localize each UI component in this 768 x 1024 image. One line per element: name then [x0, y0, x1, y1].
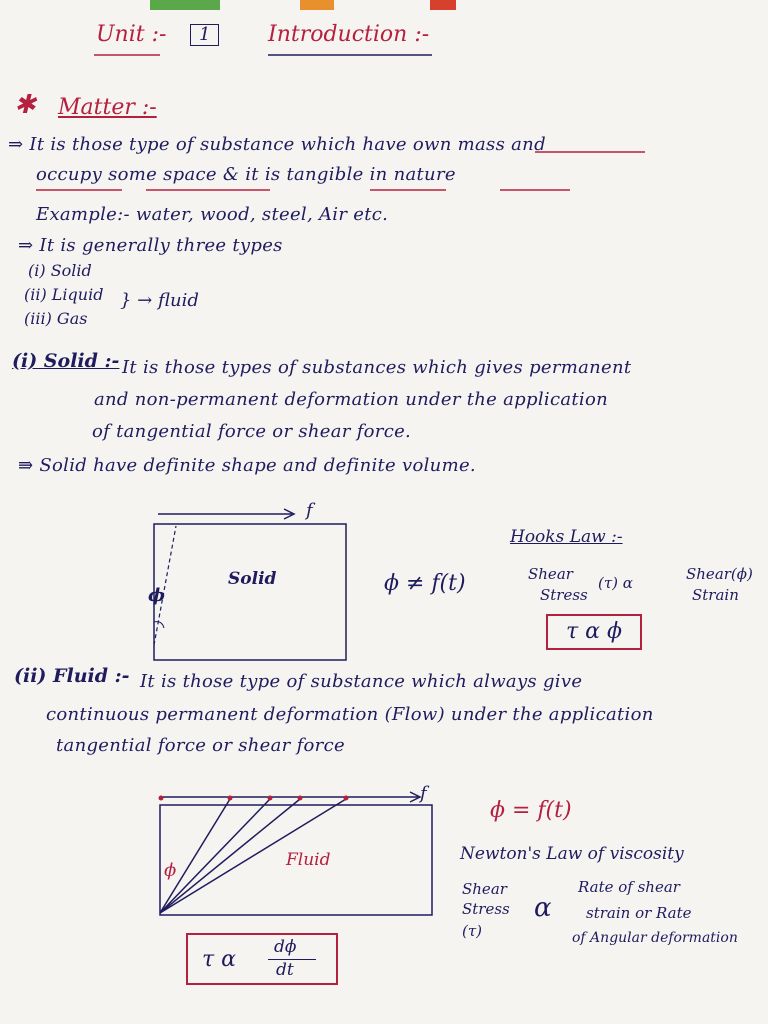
newton-law-title: Newton's Law of viscosity: [460, 844, 684, 864]
newton-left-1: Shear: [462, 880, 507, 898]
solid-angle-label: ϕ: [148, 585, 165, 606]
solid-relation: ϕ ≠ f(t): [384, 571, 466, 596]
star-icon: ✱: [14, 90, 36, 120]
newton-alpha: α: [534, 893, 552, 923]
newton-left-2: Stress: [462, 900, 510, 918]
solid-block: [154, 524, 346, 660]
fluid-force-label: f: [420, 783, 427, 804]
formula-numerator: dϕ: [274, 937, 297, 957]
hooks-symbol: (τ) α: [598, 574, 633, 592]
hooks-law-title: Hooks Law :-: [510, 527, 623, 547]
formula-denominator: dt: [276, 960, 294, 980]
matter-definition-line-1: ⇒ It is those type of substance which have own mass and: [8, 134, 546, 155]
fluid-flow-line: [160, 799, 300, 913]
solid-note: ⇛ Solid have definite shape and definite volume.: [18, 455, 476, 476]
fluid-marker-dot: [298, 796, 303, 801]
matter-heading: Matter :-: [58, 95, 157, 120]
newton-right-3: of Angular deformation: [572, 930, 738, 946]
fluid-marker-dot: [228, 796, 233, 801]
tape-decoration: [430, 0, 456, 10]
hooks-left-2: Stress: [540, 586, 588, 604]
newton-left-3: (τ): [462, 922, 483, 940]
fluid-line-2: continuous permanent deformation (Flow) under the application: [46, 704, 654, 725]
newton-boxed-formula: [186, 933, 338, 985]
matter-example: Example:- water, wood, steel, Air etc.: [36, 204, 389, 225]
type-gas: (iii) Gas: [24, 309, 88, 328]
fluid-heading: (ii) Fluid :-: [14, 665, 130, 687]
solid-heading: (i) Solid :-: [12, 350, 120, 372]
solid-body-label: Solid: [228, 569, 277, 589]
solid-angle-arc: [154, 622, 164, 628]
fluid-flow-line: [160, 799, 230, 913]
fluid-line-1: It is those type of substance which always give: [140, 671, 583, 692]
fluid-marker-dot: [268, 796, 273, 801]
title-underline: [90, 52, 450, 58]
solid-line-2: and non-permanent deformation under the application: [94, 389, 608, 410]
fluid-angle-label: ϕ: [164, 860, 177, 881]
solid-line-1: It is those types of substances which gives permanent: [122, 357, 632, 378]
fluid-relation: ϕ = f(t): [490, 798, 572, 823]
hooks-right-1: Shear(ϕ): [686, 565, 753, 583]
fluid-brace-label: } → fluid: [120, 290, 199, 311]
tape-decoration: [150, 0, 220, 10]
definition-underlines: [30, 150, 670, 194]
formula-lhs: τ α: [202, 947, 237, 972]
fluid-body-label: Fluid: [286, 850, 331, 870]
matter-definition-line-2: occupy some space & it is tangible in nature: [36, 164, 456, 185]
solid-force-label: f: [306, 500, 313, 521]
matter-types-intro: ⇒ It is generally three types: [18, 235, 283, 256]
tape-decoration: [300, 0, 334, 10]
hooks-right-2: Strain: [692, 586, 739, 604]
newton-right-2: strain or Rate: [586, 904, 692, 922]
type-liquid: (ii) Liquid: [24, 285, 104, 304]
unit-label: Unit :-: [96, 22, 167, 47]
page-title: Introduction :-: [268, 22, 430, 47]
fluid-line-3: tangential force or shear force: [56, 735, 345, 756]
newton-right-1: Rate of shear: [578, 878, 680, 896]
unit-number: 1: [190, 24, 219, 46]
solid-line-3: of tangential force or shear force.: [92, 421, 412, 442]
fluid-marker-dot: [159, 796, 164, 801]
type-solid: (i) Solid: [28, 261, 92, 280]
hooks-boxed-formula: τ α ϕ: [546, 614, 642, 650]
fluid-marker-dot: [344, 796, 349, 801]
hooks-left-1: Shear: [528, 565, 573, 583]
